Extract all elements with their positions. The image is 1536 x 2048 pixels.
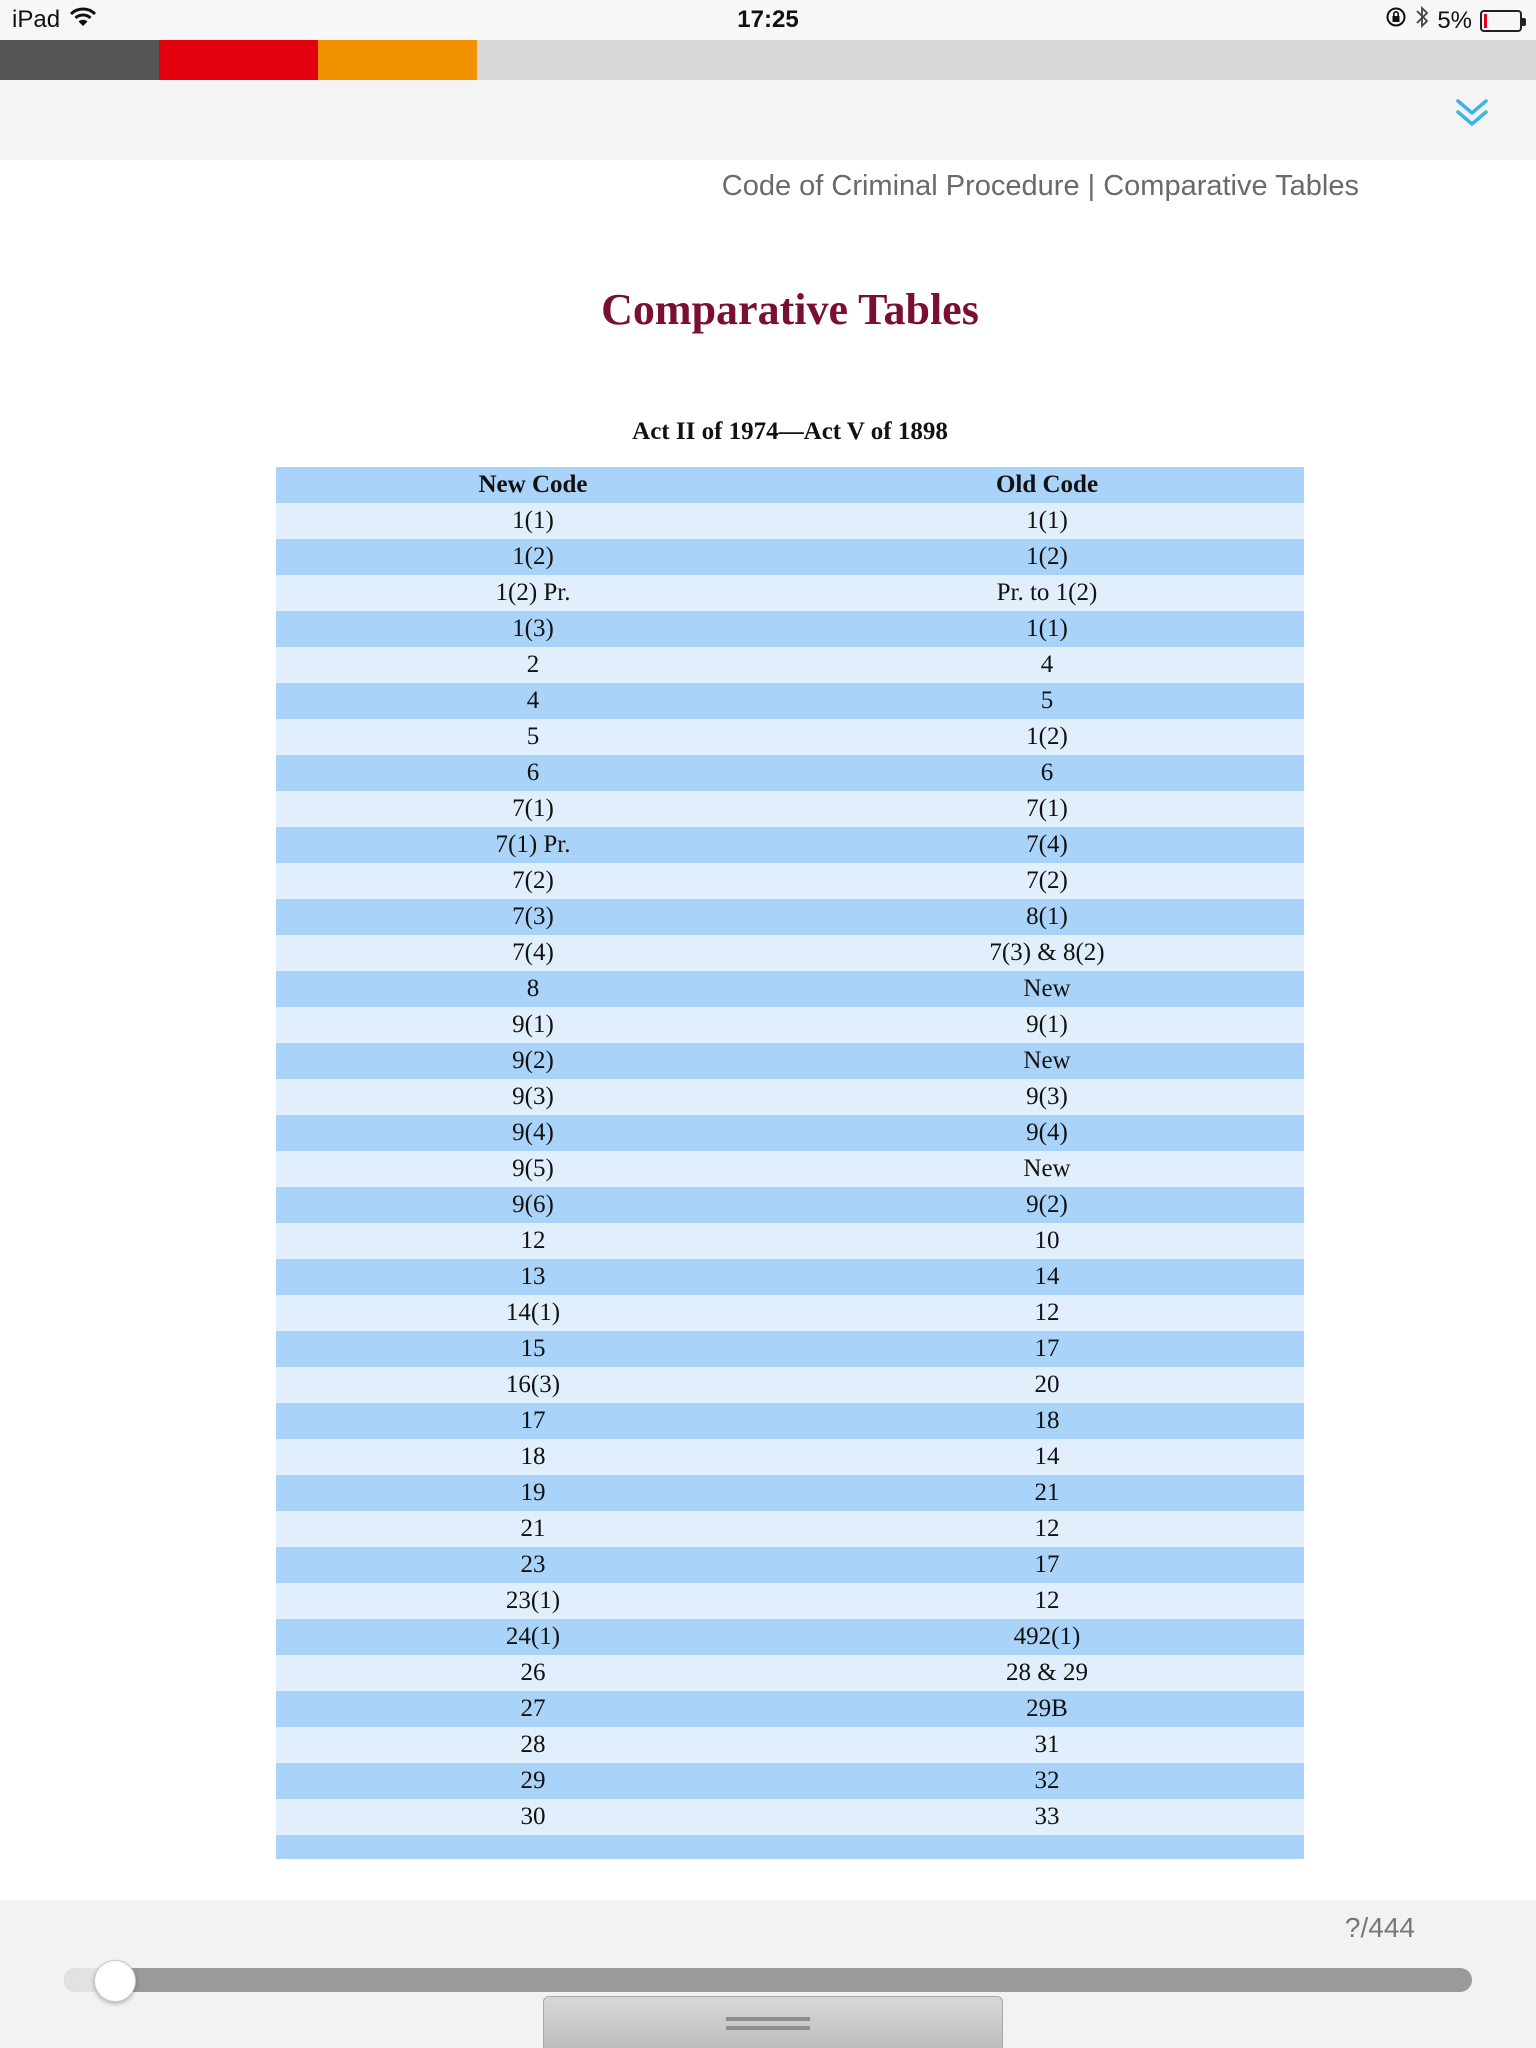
cell-new-code: 7(3) <box>512 903 554 930</box>
cell-old-code: New <box>1023 975 1071 1002</box>
table-row <box>276 1151 1304 1187</box>
bluetooth-icon <box>1415 5 1429 36</box>
cell-new-code: 9(2) <box>512 1047 554 1074</box>
cell-old-code: 17 <box>1034 1335 1060 1362</box>
table-row <box>276 1331 1304 1367</box>
table-row <box>276 755 1304 791</box>
cell-new-code: 16(3) <box>505 1371 561 1398</box>
table-row <box>276 1439 1304 1475</box>
cell-old-code: 12 <box>1034 1587 1060 1614</box>
table-row <box>276 1043 1304 1079</box>
cell-old-code: Pr. to 1(2) <box>996 579 1098 606</box>
cell-old-code: 1(1) <box>1026 507 1068 534</box>
battery-icon <box>1480 10 1522 32</box>
page-title: Comparative Tables <box>601 285 979 334</box>
table-row <box>276 1727 1304 1763</box>
cell-old-code: 31 <box>1034 1731 1060 1758</box>
cell-old-code: 8(1) <box>1026 903 1068 930</box>
page-slider-thumb[interactable] <box>94 1960 136 2002</box>
table-row <box>276 611 1304 647</box>
cell-old-code: 7(2) <box>1026 867 1068 894</box>
cell-old-code: 14 <box>1034 1263 1060 1290</box>
cell-old-code: 18 <box>1034 1407 1060 1434</box>
table-row <box>276 1799 1304 1835</box>
table-row <box>276 1007 1304 1043</box>
cell-new-code: 18 <box>520 1443 546 1470</box>
cell-new-code: 30 <box>520 1803 546 1830</box>
cell-old-code: 1(1) <box>1026 615 1068 642</box>
table-row <box>276 1367 1304 1403</box>
orientation-lock-icon <box>1385 6 1407 35</box>
cell-new-code: 4 <box>526 687 540 714</box>
cell-old-code: 1(2) <box>1026 723 1068 750</box>
table-row <box>276 1547 1304 1583</box>
grip-line-bottom <box>726 2026 810 2030</box>
drawer-handle[interactable] <box>543 1996 1003 2048</box>
table-row <box>276 719 1304 755</box>
cell-new-code: 9(4) <box>512 1119 554 1146</box>
cell-new-code: 1(3) <box>512 615 554 642</box>
color-strip <box>0 40 1536 80</box>
cell-new-code: 5 <box>526 723 540 750</box>
cell-new-code: 27 <box>520 1695 546 1722</box>
cell-new-code: 14(1) <box>505 1299 561 1326</box>
table-row <box>276 1691 1304 1727</box>
cell-old-code: 21 <box>1034 1479 1060 1506</box>
device-name: iPad <box>12 6 61 33</box>
cell-new-code: 9(5) <box>512 1155 554 1182</box>
cell-old-code: 1(2) <box>1026 543 1068 570</box>
table-row <box>276 935 1304 971</box>
table-row <box>276 1259 1304 1295</box>
color-segment-dark <box>0 40 159 80</box>
cell-new-code: 15 <box>520 1335 546 1362</box>
table-row <box>276 1223 1304 1259</box>
cell-old-code: 14 <box>1034 1443 1060 1470</box>
cell-new-code: 9(1) <box>512 1011 554 1038</box>
cell-new-code: 1(1) <box>512 507 554 534</box>
cell-old-code: 6 <box>1040 759 1054 786</box>
comparative-table <box>276 467 1304 1859</box>
running-header: Code of Criminal Procedure | Comparative Tables <box>721 170 1359 202</box>
cell-new-code: 23(1) <box>505 1587 561 1614</box>
table-row <box>276 971 1304 1007</box>
cell-new-code: 26 <box>520 1659 546 1686</box>
filler-cell <box>790 1835 1304 1859</box>
cell-old-code: 17 <box>1034 1551 1060 1578</box>
battery-level <box>1484 14 1487 28</box>
table-row <box>276 1655 1304 1691</box>
table-row <box>276 647 1304 683</box>
cell-new-code: 12 <box>520 1227 546 1254</box>
table-row <box>276 1079 1304 1115</box>
cell-new-code: 1(2) Pr. <box>495 579 571 606</box>
table-row <box>276 1583 1304 1619</box>
page-indicator: ?/444 <box>1344 1912 1415 1943</box>
double-chevron-down-icon[interactable] <box>1450 92 1494 136</box>
table-body <box>276 503 1304 1859</box>
table-row <box>276 575 1304 611</box>
cell-new-code: 9(6) <box>512 1191 554 1218</box>
table-row <box>276 1511 1304 1547</box>
cell-old-code: New <box>1023 1155 1071 1182</box>
table-filler-row <box>276 1835 1304 1859</box>
status-bar <box>0 0 1536 40</box>
cell-old-code: 9(4) <box>1026 1119 1068 1146</box>
battery-percent: 5% <box>1437 6 1472 34</box>
table-row <box>276 539 1304 575</box>
status-time: 17:25 <box>737 6 799 33</box>
page-slider[interactable] <box>64 1968 1472 1992</box>
filler-cell <box>276 1835 790 1859</box>
cell-old-code: 20 <box>1034 1371 1060 1398</box>
cell-old-code: 7(4) <box>1026 831 1068 858</box>
cell-old-code: 33 <box>1034 1803 1060 1830</box>
table-caption: Act II of 1974—Act V of 1898 <box>632 418 948 445</box>
column-header-new-code: New Code <box>478 471 588 498</box>
cell-old-code: 9(1) <box>1026 1011 1068 1038</box>
color-segment-red <box>159 40 318 80</box>
table-row <box>276 863 1304 899</box>
cell-old-code: 4 <box>1040 651 1054 678</box>
cell-new-code: 24(1) <box>505 1623 561 1650</box>
cell-new-code: 21 <box>520 1515 546 1542</box>
cell-new-code: 17 <box>520 1407 546 1434</box>
cell-new-code: 8 <box>526 975 540 1002</box>
cell-old-code: 29B <box>1026 1695 1068 1722</box>
cell-old-code: 5 <box>1040 687 1054 714</box>
cell-new-code: 19 <box>520 1479 546 1506</box>
table-row <box>276 1115 1304 1151</box>
column-header-old-code: Old Code <box>995 471 1099 498</box>
table-header-row <box>276 467 1304 503</box>
cell-new-code: 1(2) <box>512 543 554 570</box>
table-row <box>276 1619 1304 1655</box>
table-row <box>276 791 1304 827</box>
cell-old-code: 10 <box>1034 1227 1060 1254</box>
cell-new-code: 23 <box>520 1551 546 1578</box>
cell-new-code: 6 <box>526 759 540 786</box>
cell-new-code: 7(1) Pr. <box>495 831 571 858</box>
cell-new-code: 7(2) <box>512 867 554 894</box>
table-row <box>276 1475 1304 1511</box>
cell-new-code: 13 <box>520 1263 546 1290</box>
cell-old-code: New <box>1023 1047 1071 1074</box>
cell-old-code: 28 & 29 <box>1006 1659 1088 1686</box>
cell-old-code: 12 <box>1034 1515 1060 1542</box>
table-row <box>276 1763 1304 1799</box>
grip-line-top <box>726 2017 810 2021</box>
color-segment-orange <box>318 40 477 80</box>
table-row <box>276 827 1304 863</box>
cell-new-code: 9(3) <box>512 1083 554 1110</box>
top-toolbar <box>0 80 1536 160</box>
table-row <box>276 1295 1304 1331</box>
table-row <box>276 1187 1304 1223</box>
cell-old-code: 7(3) & 8(2) <box>989 939 1105 966</box>
cell-new-code: 7(1) <box>512 795 554 822</box>
cell-old-code: 9(3) <box>1026 1083 1068 1110</box>
cell-old-code: 32 <box>1034 1767 1060 1794</box>
cell-new-code: 7(4) <box>512 939 554 966</box>
cell-old-code: 12 <box>1034 1299 1060 1326</box>
table-row <box>276 899 1304 935</box>
status-right <box>1385 5 1522 36</box>
cell-new-code: 28 <box>520 1731 546 1758</box>
table-row <box>276 503 1304 539</box>
table-row <box>276 1403 1304 1439</box>
cell-new-code: 2 <box>526 651 540 678</box>
cell-new-code: 29 <box>520 1767 546 1794</box>
cell-old-code: 7(1) <box>1026 795 1068 822</box>
table-row <box>276 683 1304 719</box>
cell-old-code: 492(1) <box>1013 1623 1081 1650</box>
cell-old-code: 9(2) <box>1026 1191 1068 1218</box>
